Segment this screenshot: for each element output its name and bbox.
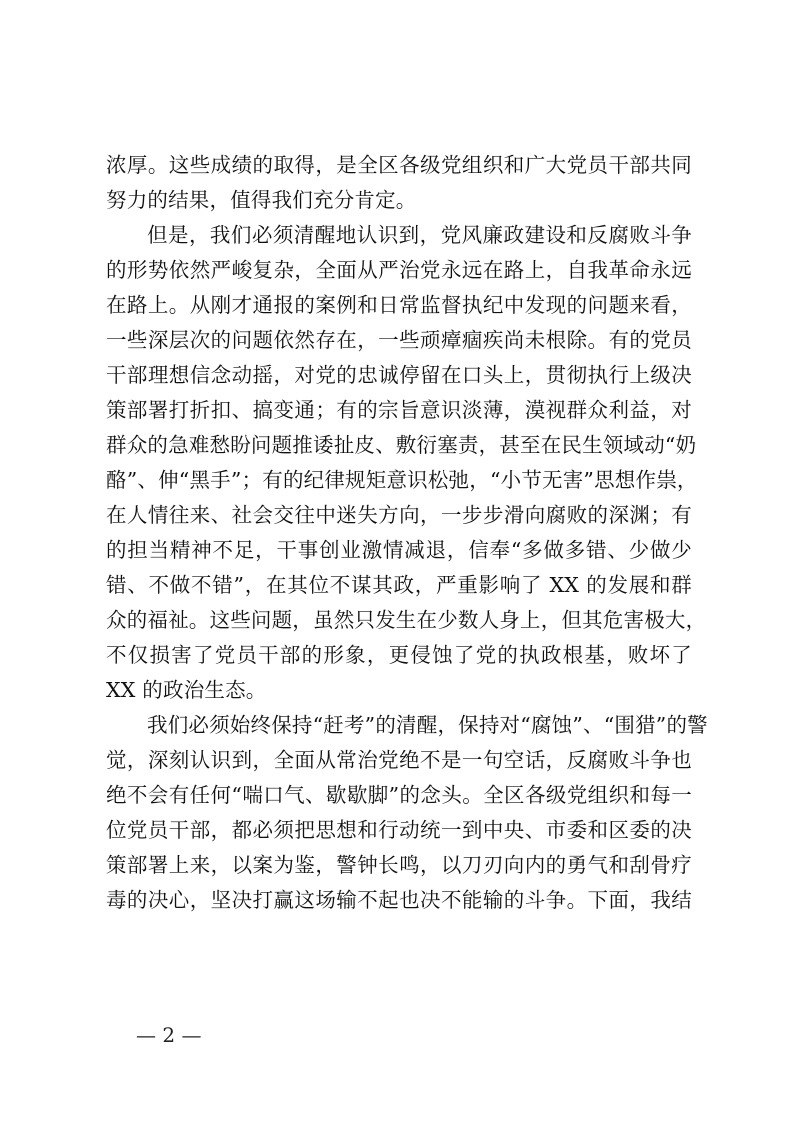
text-line: 在人情往来、社会交往中迷失方向，一步步滑向腐败的深渊；有 xyxy=(106,503,692,527)
text-line: 在路上。从刚才通报的案例和日常监督执纪中发现的问题来看， xyxy=(106,293,692,317)
text-line: 一些深层次的问题依然存在，一些顽瘴痼疾尚未根除。有的党员 xyxy=(106,328,692,352)
text-line: 错、不做不错”，在其位不谋其政，严重影响了 XX 的发展和群 xyxy=(106,573,692,597)
body-text xyxy=(106,148,708,918)
text-line: XX 的政治生态。 xyxy=(106,678,267,702)
text-line: 不仅损害了党员干部的形象，更侵蚀了党的执政根基，败坏了 xyxy=(106,643,692,667)
paragraph-1 xyxy=(106,148,692,218)
text-line: 毒的决心，坚决打赢这场输不起也决不能输的斗争。下面，我结 xyxy=(106,888,692,912)
text-line: 群众的急难愁盼问题推诿扯皮、敷衍塞责，甚至在民生领域动“奶 xyxy=(106,433,697,457)
text-line: 众的福祉。这些问题，虽然只发生在少数人身上，但其危害极大， xyxy=(106,608,707,632)
text-line: 酪”、伸“黑手”；有的纪律规矩意识松弛，“小节无害”思想作祟， xyxy=(106,468,698,492)
text-line: 绝不会有任何“喘口气、歇歇脚”的念头。全区各级党组织和每一 xyxy=(106,783,692,807)
text-line: 的担当精神不足，干事创业激情减退，信奉“多做多错、少做少 xyxy=(106,538,692,562)
text-line: 位党员干部，都必须把思想和行动统一到中央、市委和区委的决 xyxy=(106,818,692,842)
text-line: 但是，我们必须清醒地认识到，党风廉政建设和反腐败斗争 xyxy=(147,223,692,247)
text-line: 浓厚。这些成绩的取得，是全区各级党组织和广大党员干部共同 xyxy=(106,153,692,177)
paragraph-3 xyxy=(106,708,708,918)
text-line: 的形势依然严峻复杂，全面从严治党永远在路上，自我革命永远 xyxy=(106,258,692,282)
text-line: 努力的结果，值得我们充分肯定。 xyxy=(106,188,417,212)
text-line: 策部署打折扣、搞变通；有的宗旨意识淡薄，漠视群众利益，对 xyxy=(106,398,692,422)
text-line: 觉，深刻认识到，全面从常治党绝不是一句空话，反腐败斗争也 xyxy=(106,748,692,772)
page-number: — 2 — xyxy=(136,1023,202,1047)
paragraph-2 xyxy=(106,218,707,708)
text-line: 我们必须始终保持“赶考”的清醒，保持对“腐蚀”、“围猎”的警 xyxy=(147,713,708,737)
text-line: 干部理想信念动摇，对党的忠诚停留在口头上，贯彻执行上级决 xyxy=(106,363,692,387)
text-line: 策部署上来，以案为鉴，警钟长鸣，以刀刃向内的勇气和刮骨疗 xyxy=(106,853,692,877)
